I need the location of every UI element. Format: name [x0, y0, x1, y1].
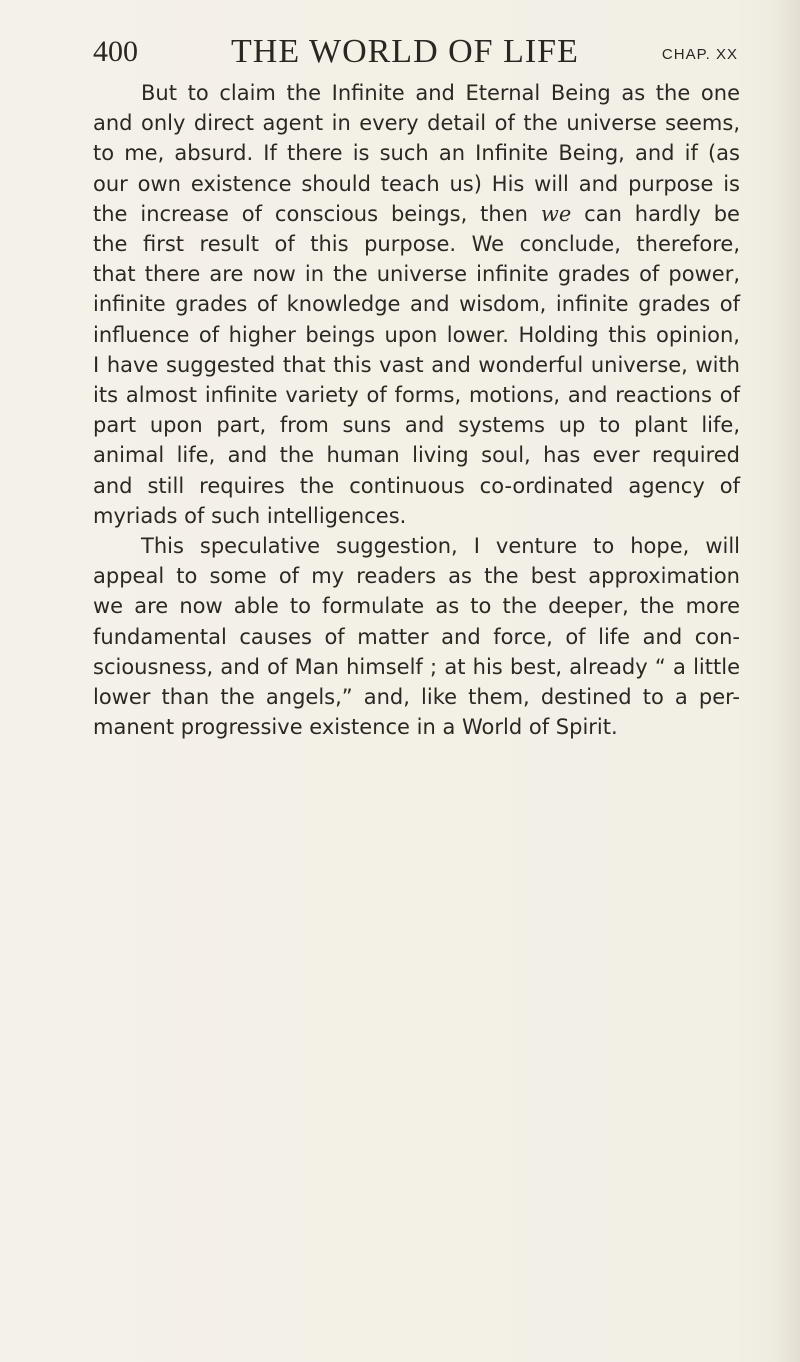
- text-line: animal life, and the human living soul, has ever required: [93, 443, 740, 468]
- text-line: to me, absurd. If there is such an Infinite Being, and if (as: [93, 141, 740, 166]
- text-line: lower than the angels,” and, like them, destined to a per-: [93, 685, 740, 710]
- text-line: fundamental causes of matter and force, of life and con-: [93, 624, 740, 649]
- text-line: that there are now in the universe infinite grades of power,: [93, 262, 740, 287]
- paragraph-1: [93, 78, 740, 531]
- text-line: I have suggested that this vast and wonderful universe, with: [93, 352, 740, 377]
- text-line: the increase of conscious beings, then we can hardly be: [93, 201, 740, 226]
- body-text: [93, 78, 740, 742]
- text-line: part upon part, from suns and systems up to plant life,: [93, 413, 740, 438]
- text-line: and only direct agent in every detail of the universe seems,: [93, 111, 740, 136]
- emphasis: we: [540, 201, 572, 226]
- page-edge-shadow: [774, 0, 800, 1362]
- text-line: manent progressive existence in a World of Spirit.: [93, 715, 618, 740]
- text-line: we are now able to formulate as to the deeper, the more: [93, 594, 740, 619]
- text-line: our own existence should teach us) His will and purpose is: [93, 171, 740, 196]
- text-line: myriads of such intelligences.: [93, 503, 407, 528]
- text-line: But to claim the Infinite and Eternal Being as the one: [141, 81, 740, 105]
- running-title: THE WORLD OF LIFE: [231, 33, 579, 70]
- running-head: [93, 32, 738, 72]
- text-line: sciousness, and of Man himself ; at his best, already “ a little: [93, 654, 740, 679]
- paragraph-2: [93, 531, 740, 742]
- text-line: its almost infinite variety of forms, motions, and reactions of: [93, 383, 740, 408]
- text-line: the first result of this purpose. We conclude, therefore,: [93, 232, 740, 257]
- text-line: infinite grades of knowledge and wisdom, infinite grades of: [93, 292, 740, 317]
- text-line: This speculative suggestion, I venture to hope, will: [141, 534, 740, 559]
- page-number: 400: [93, 35, 138, 68]
- text-line: influence of higher beings upon lower. Holding this opinion,: [93, 322, 740, 347]
- text-line: and still requires the continuous co-ordinated agency of: [93, 473, 740, 498]
- chapter-label: CHAP. XX: [661, 46, 738, 63]
- text-line: appeal to some of my readers as the best approximation: [93, 564, 740, 589]
